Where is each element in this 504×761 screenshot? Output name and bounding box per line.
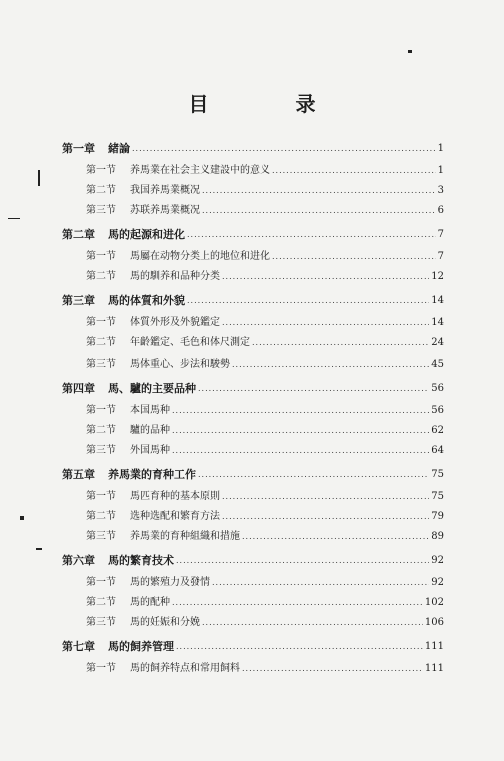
page-number: 1 bbox=[437, 165, 444, 176]
dot-leader bbox=[242, 531, 429, 544]
toc-section-row bbox=[0, 354, 504, 372]
toc-section-row bbox=[0, 266, 504, 284]
page-number: 92 bbox=[431, 555, 444, 566]
section-title: 选种选配和繁育方法 bbox=[130, 511, 220, 522]
page-number: 14 bbox=[431, 295, 444, 306]
page-number: 102 bbox=[424, 597, 444, 608]
toc-section-row bbox=[0, 440, 504, 458]
dot-leader bbox=[198, 469, 429, 482]
toc-chapter-row bbox=[0, 636, 504, 654]
section-label bbox=[86, 358, 230, 372]
toc-chapter-row bbox=[0, 378, 504, 396]
section-label bbox=[86, 404, 170, 418]
dot-leader bbox=[176, 555, 429, 568]
page-number: 14 bbox=[431, 317, 444, 328]
toc-section-row bbox=[0, 246, 504, 264]
chapter-title: 馬的繁育技术 bbox=[108, 554, 174, 567]
section-title: 馬体重心、步法和駿勢 bbox=[130, 359, 230, 370]
toc-chapter-row bbox=[0, 464, 504, 482]
dot-leader bbox=[187, 229, 436, 242]
section-label bbox=[86, 616, 200, 630]
dot-leader bbox=[172, 405, 429, 418]
page-number: 12 bbox=[431, 271, 444, 282]
section-title: 馬的配种 bbox=[130, 597, 170, 608]
section-title: 外国馬种 bbox=[130, 445, 170, 456]
chapter-number: 第六章 bbox=[62, 554, 95, 567]
section-title: 本国馬种 bbox=[130, 405, 170, 416]
section-label bbox=[86, 270, 220, 284]
dot-leader bbox=[272, 165, 436, 178]
chapter-number: 第一章 bbox=[62, 142, 95, 155]
dot-leader bbox=[252, 337, 429, 350]
section-label bbox=[86, 576, 210, 590]
section-label bbox=[86, 204, 200, 218]
dot-leader bbox=[176, 641, 423, 654]
section-number: 第二节 bbox=[86, 425, 116, 436]
chapter-title: 馬、驢的主要品种 bbox=[108, 382, 196, 395]
toc-section-row bbox=[0, 180, 504, 198]
toc-section-row bbox=[0, 612, 504, 630]
toc-section-row bbox=[0, 572, 504, 590]
toc-section-row bbox=[0, 506, 504, 524]
dot-leader bbox=[187, 295, 429, 308]
section-title: 苏联养馬業概况 bbox=[130, 205, 200, 216]
section-number: 第一节 bbox=[86, 491, 116, 502]
section-number: 第二节 bbox=[86, 597, 116, 608]
dot-leader bbox=[172, 425, 429, 438]
chapter-number: 第七章 bbox=[62, 640, 95, 653]
section-title: 年齡鑑定、毛色和体尺測定 bbox=[130, 337, 250, 348]
chapter-number: 第五章 bbox=[62, 468, 95, 481]
section-number: 第三节 bbox=[86, 617, 116, 628]
section-title: 馬的繁殖力及發情 bbox=[130, 577, 210, 588]
dot-leader bbox=[198, 383, 429, 396]
dot-leader bbox=[212, 577, 429, 590]
dot-leader bbox=[242, 663, 423, 676]
page-number: 111 bbox=[424, 641, 444, 652]
section-title: 养馬業在社会主义建設中的意义 bbox=[130, 165, 270, 176]
section-number: 第三节 bbox=[86, 359, 116, 370]
chapter-title: 緒論 bbox=[108, 142, 130, 155]
section-label bbox=[86, 336, 250, 350]
section-title: 馬的妊娠和分娩 bbox=[130, 617, 200, 628]
section-label bbox=[86, 424, 170, 438]
page-number: 45 bbox=[431, 359, 444, 370]
page-number: 75 bbox=[431, 491, 444, 502]
dot-leader bbox=[172, 445, 429, 458]
chapter-number: 第三章 bbox=[62, 294, 95, 307]
chapter-label bbox=[62, 554, 174, 568]
section-number: 第二节 bbox=[86, 185, 116, 196]
toc-chapter-row bbox=[0, 290, 504, 308]
section-label bbox=[86, 250, 270, 264]
chapter-title: 馬的体質和外貌 bbox=[108, 294, 185, 307]
section-label bbox=[86, 662, 240, 676]
section-number: 第一节 bbox=[86, 251, 116, 262]
chapter-label bbox=[62, 640, 174, 654]
toc-section-row bbox=[0, 592, 504, 610]
chapter-number: 第四章 bbox=[62, 382, 95, 395]
section-title: 养馬業的育种組織和措施 bbox=[130, 531, 240, 542]
page-number: 7 bbox=[437, 229, 444, 240]
dot-leader bbox=[172, 597, 423, 610]
toc-section-row bbox=[0, 420, 504, 438]
section-number: 第三节 bbox=[86, 445, 116, 456]
dot-leader bbox=[202, 205, 436, 218]
section-label bbox=[86, 510, 220, 524]
page-number: 3 bbox=[437, 185, 444, 196]
chapter-title: 馬的飼养管理 bbox=[108, 640, 174, 653]
page-number: 62 bbox=[431, 425, 444, 436]
section-title: 体質外形及外貌鑑定 bbox=[130, 317, 220, 328]
toc-section-row bbox=[0, 400, 504, 418]
page-number: 89 bbox=[431, 531, 444, 542]
scan-mark bbox=[20, 516, 24, 520]
dot-leader bbox=[202, 185, 436, 198]
page-number: 56 bbox=[431, 405, 444, 416]
page-number: 24 bbox=[431, 337, 444, 348]
section-number: 第二节 bbox=[86, 337, 116, 348]
page-number: 92 bbox=[431, 577, 444, 588]
section-label bbox=[86, 164, 270, 178]
dot-leader bbox=[222, 317, 429, 330]
scan-mark bbox=[8, 218, 20, 219]
toc-chapter-row bbox=[0, 138, 504, 156]
section-number: 第一节 bbox=[86, 405, 116, 416]
chapter-label bbox=[62, 142, 130, 156]
chapter-number: 第二章 bbox=[62, 228, 95, 241]
section-number: 第三节 bbox=[86, 531, 116, 542]
toc-section-row bbox=[0, 486, 504, 504]
scan-mark bbox=[36, 548, 42, 550]
toc-section-row bbox=[0, 160, 504, 178]
toc-section-row bbox=[0, 312, 504, 330]
section-title: 馬的飼养特点和常用飼料 bbox=[130, 663, 240, 674]
chapter-label bbox=[62, 228, 185, 242]
chapter-label bbox=[62, 294, 185, 308]
chapter-label bbox=[62, 382, 196, 396]
page-number: 75 bbox=[431, 469, 444, 480]
dot-leader bbox=[222, 491, 429, 504]
section-label bbox=[86, 184, 200, 198]
section-number: 第一节 bbox=[86, 663, 116, 674]
dot-leader bbox=[222, 271, 429, 284]
section-number: 第三节 bbox=[86, 205, 116, 216]
dot-leader bbox=[222, 511, 429, 524]
page-number: 111 bbox=[424, 663, 444, 674]
toc-section-row bbox=[0, 526, 504, 544]
page-number: 6 bbox=[437, 205, 444, 216]
toc-chapter-row bbox=[0, 550, 504, 568]
scan-mark bbox=[408, 50, 412, 53]
page-number: 1 bbox=[437, 143, 444, 154]
section-number: 第一节 bbox=[86, 165, 116, 176]
section-label bbox=[86, 596, 170, 610]
section-number: 第二节 bbox=[86, 511, 116, 522]
dot-leader bbox=[232, 359, 429, 372]
page-number: 79 bbox=[431, 511, 444, 522]
scan-mark bbox=[38, 170, 40, 186]
section-label bbox=[86, 444, 170, 458]
section-title: 馬的馴养和品种分类 bbox=[130, 271, 220, 282]
toc-section-row bbox=[0, 658, 504, 676]
section-label bbox=[86, 490, 220, 504]
page-title: 目 录 bbox=[188, 92, 356, 116]
section-label bbox=[86, 530, 240, 544]
section-label bbox=[86, 316, 220, 330]
chapter-label bbox=[62, 468, 196, 482]
dot-leader bbox=[132, 143, 436, 156]
page-number: 56 bbox=[431, 383, 444, 394]
toc-chapter-row bbox=[0, 224, 504, 242]
chapter-title: 馬的起源和进化 bbox=[108, 228, 185, 241]
page-number: 64 bbox=[431, 445, 444, 456]
toc-section-row bbox=[0, 200, 504, 218]
section-title: 我国养馬業概况 bbox=[130, 185, 200, 196]
section-title: 馬匹育种的基本原則 bbox=[130, 491, 220, 502]
section-title: 驢的品种 bbox=[130, 425, 170, 436]
section-number: 第一节 bbox=[86, 577, 116, 588]
dot-leader bbox=[202, 617, 423, 630]
dot-leader bbox=[272, 251, 436, 264]
toc-section-row bbox=[0, 332, 504, 350]
page-number: 106 bbox=[424, 617, 444, 628]
page-number: 7 bbox=[437, 251, 444, 262]
chapter-title: 养馬業的育种工作 bbox=[108, 468, 196, 481]
section-title: 馬屬在动物分类上的地位和进化 bbox=[130, 251, 270, 262]
section-number: 第一节 bbox=[86, 317, 116, 328]
section-number: 第二节 bbox=[86, 271, 116, 282]
